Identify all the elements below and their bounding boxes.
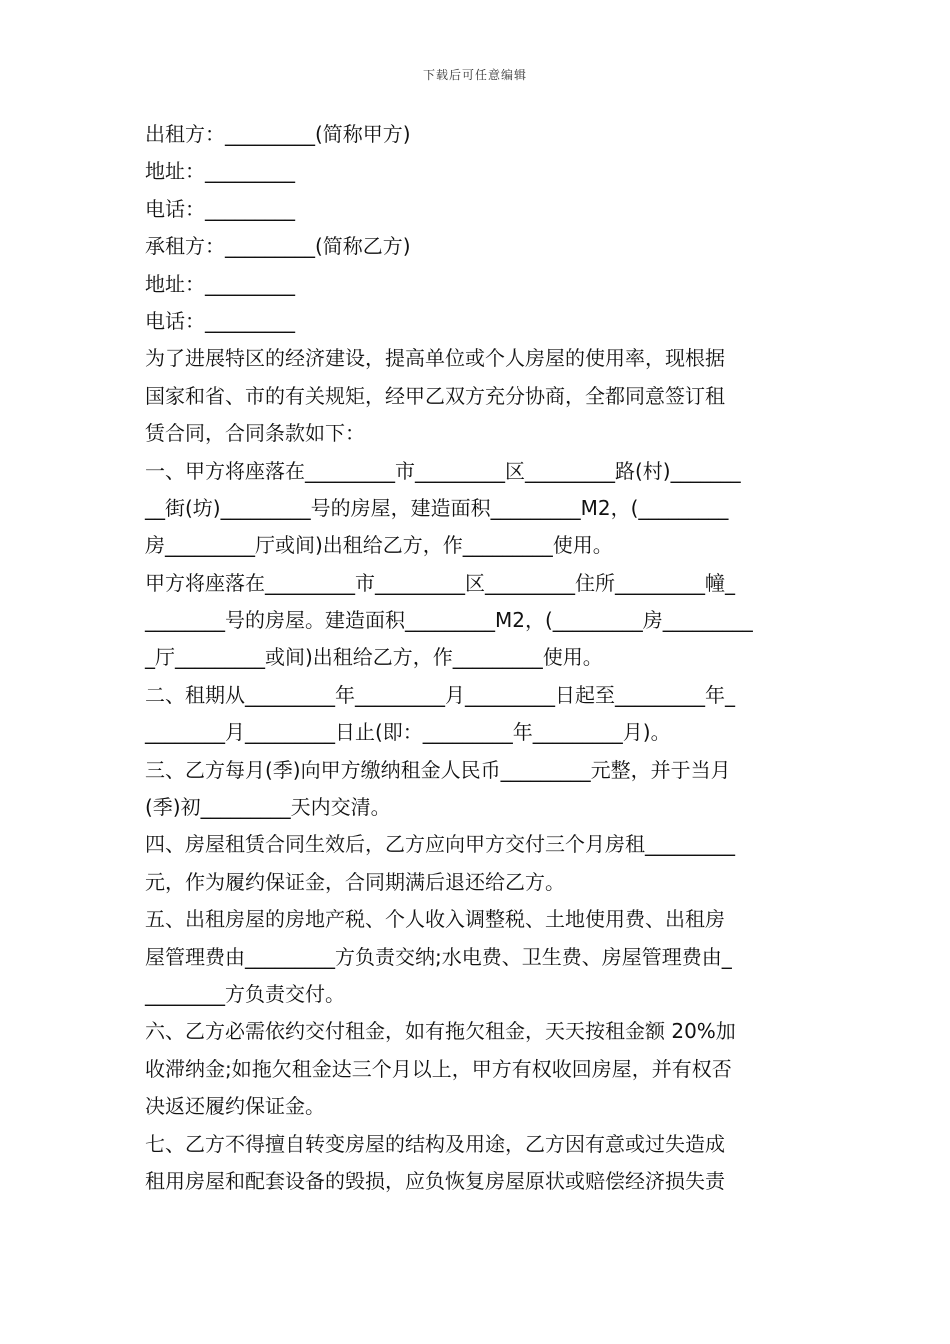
text-line: 电话：_________ [145, 196, 295, 221]
text-line: 元，作为履约保证金，合同期满后退还给乙方。 [145, 869, 565, 894]
text-line: 为了进展特区的经济建设，提高单位或个人房屋的使用率，现根据 [145, 346, 725, 371]
text-line: 一、甲方将座落在_________市_________区_________路(村)_______ [145, 458, 741, 483]
text-line: 甲方将座落在_________市_________区_________住所_________幢_ [145, 570, 735, 595]
text-line: 四、房屋租赁合同生效后，乙方应向甲方交付三个月房租_________ [145, 832, 735, 857]
text-line: ________号的房屋。建造面积_________M2，(_________房_________ [145, 608, 753, 633]
text-line: 地址：_________ [145, 271, 295, 296]
text-line: 五、出租房屋的房地产税、个人收入调整税、土地使用费、出租房 [145, 907, 725, 932]
text-line: 国家和省、市的有关规矩，经甲乙双方充分协商，全都同意签订租 [145, 383, 725, 408]
text-line: ________方负责交付。 [145, 981, 345, 1006]
text-line: 地址：_________ [145, 159, 295, 184]
text-line: 电话：_________ [145, 308, 295, 333]
text-line: 屋管理费由_________方负责交纳;水电费、卫生费、房屋管理费由_ [145, 944, 732, 969]
document-body [145, 116, 810, 1200]
text-line: __街(坊)_________号的房屋，建造面积_________M2，(_________ [145, 495, 729, 520]
text-line: 七、乙方不得擅自转变房屋的结构及用途，乙方因有意或过失造成 [145, 1131, 725, 1156]
text-line: 收滞纳金;如拖欠租金达三个月以上，甲方有权收回房屋，并有权否 [145, 1056, 732, 1081]
text-line: 三、乙方每月(季)向甲方缴纳租金人民币_________元整，并于当月 [145, 757, 731, 782]
text-line: 六、乙方必需依约交付租金，如有拖欠租金，天天按租金额 20%加 [145, 1019, 736, 1044]
page-header: 下载后可任意编辑 [422, 68, 527, 82]
text-line: 出租方：_________(简称甲方) [145, 122, 411, 146]
text-line: 赁合同，合同条款如下： [145, 421, 365, 446]
text-line: _厅_________或间)出租给乙方，作_________使用。 [145, 645, 603, 670]
text-line: 二、租期从_________年_________月_________日起至_________年_ [145, 682, 735, 707]
text-line: 决返还履约保证金。 [145, 1094, 325, 1119]
text-line: 房_________厅或间)出租给乙方，作_________使用。 [145, 533, 613, 558]
text-line: 租用房屋和配套设备的毁损，应负恢复房屋原状或赔偿经济损失责 [145, 1168, 725, 1193]
text-line: ________月_________日止(即：_________年_________月)。 [145, 720, 671, 745]
text-line: 承租方：_________(简称乙方) [145, 234, 411, 259]
text-line: (季)初_________天内交清。 [145, 795, 391, 820]
